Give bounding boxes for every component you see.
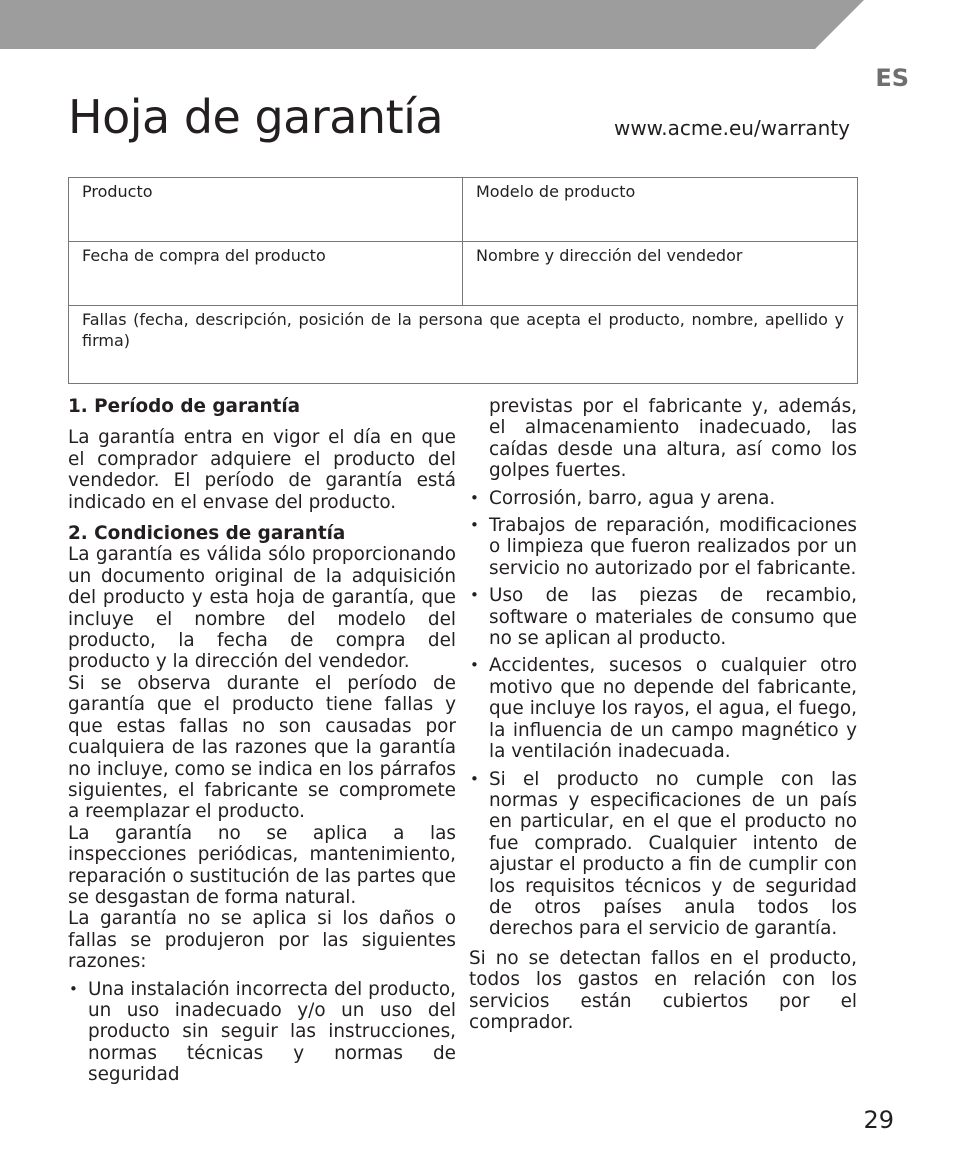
list-item-continuation: previstas por el fabricante y, además, el almacenamiento inadecuado, las caídas desde una altura, así como los golpes fuertes. (489, 396, 857, 482)
form-row (69, 306, 858, 384)
form-row (69, 242, 858, 306)
section-1-heading: 1. Período de garantía (68, 396, 301, 417)
list-item: • Uso de las piezas de recambio, software o materiales de consumo que no se aplican al producto. (469, 585, 857, 649)
left-column (68, 396, 456, 1086)
section-2-paragraph: La garantía es válida sólo proporcionando un documento original de la adquisición del producto y esta hoja de garantía, que incluye el nombre del modelo del producto, la fecha de compra del producto y la dirección del vendedor. (68, 544, 456, 673)
header-band (0, 0, 864, 49)
purchase-date-field: Fecha de compra del producto (69, 242, 463, 306)
section-2-paragraph: La garantía no se aplica a las inspecciones periódicas, mantenimiento, reparación o sustitución de las partes que se desgastan de forma natural. (68, 822, 456, 908)
list-item: • Accidentes, sucesos o cualquier otro motivo que no depende del fabricante, que incluye los rayos, el agua, el fuego, la influencia de un campo magnético y la ventilación inadecuada. (469, 655, 857, 762)
section-1-text: La garantía entra en vigor el día en que el comprador adquiere el producto del vendedor. El período de garantía está indicado en el envase del producto. (68, 427, 456, 513)
list-item: • Trabajos de reparación, modificaciones o limpieza que fueron realizados por un servicio no autorizado por el fabricante. (469, 515, 857, 579)
exclusions-list-continued (469, 488, 857, 940)
language-tag: ES (875, 64, 909, 92)
section-2-heading: 2. Condiciones de garantía (68, 523, 346, 545)
closing-paragraph: Si no se detectan fallos en el producto, todos los gastos en relación con los servicios están cubiertos por el comprador. (469, 947, 857, 1033)
model-field: Modelo de producto (463, 178, 858, 242)
section-2-paragraph: Si se observa durante el período de garantía que el producto tiene fallas y que estas fallas no son causadas por cualquiera de las razones que la garantía no incluye, como se indica en los párrafos siguientes, el fabricante se compromete a reemplazar el producto. (68, 672, 456, 823)
form-row (69, 178, 858, 242)
warranty-form-table (68, 177, 858, 384)
exclusions-list (68, 979, 456, 1086)
right-column (469, 396, 857, 1033)
faults-field: Fallas (fecha, descripción, posición de la persona que acepta el producto, nombre, apellido y firma) (69, 306, 858, 384)
warranty-url: www.acme.eu/warranty (613, 116, 850, 140)
product-field: Producto (69, 178, 463, 242)
list-item: • Corrosión, barro, agua y arena. (469, 488, 857, 509)
page-number: 29 (863, 1106, 894, 1134)
seller-field: Nombre y dirección del vendedor (463, 242, 858, 306)
list-item: • Una instalación incorrecta del producto, un uso inadecuado y/o un uso del producto sin seguir las instrucciones, normas técnicas y normas de seguridad (68, 979, 456, 1086)
list-item: • Si el producto no cumple con las normas y especificaciones de un país en particular, en el que el producto no fue comprado. Cualquier intento de ajustar el producto a fin de cumplir con los requisitos técnicos y de seguridad de otros países anula todos los derechos para el servicio de garantía. (469, 769, 857, 940)
section-2-paragraph: La garantía no se aplica si los daños o fallas se produjeron por las siguientes razones: (68, 908, 456, 973)
page-title: Hoja de garantía (68, 90, 444, 144)
